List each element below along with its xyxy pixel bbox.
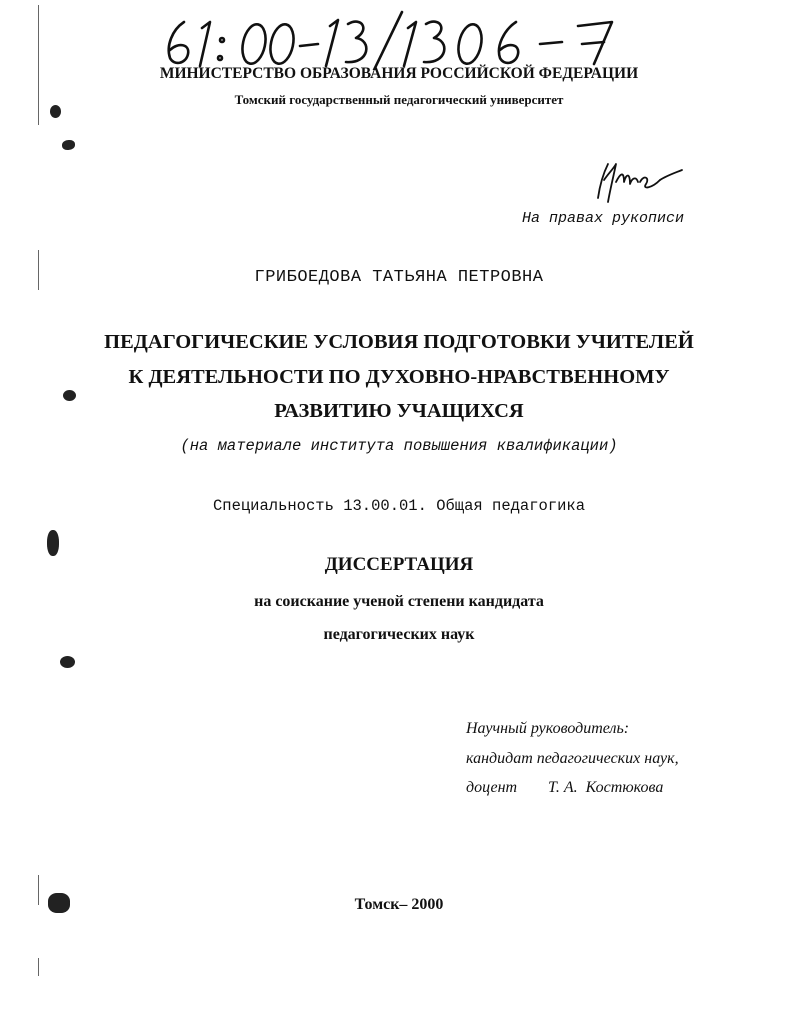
advisor-label: Научный руководитель: [466, 720, 630, 737]
advisor-position: доцент [466, 779, 518, 796]
degree-line-1: на соискание ученой степени кандидата [254, 593, 544, 610]
dissertation-title-line-1: ПЕДАГОГИЧЕСКИЕ УСЛОВИЯ ПОДГОТОВКИ УЧИТЕЛЕЙ [104, 331, 694, 353]
advisor-rank: кандидат педагогических наук, [466, 750, 679, 767]
advisor-name-line [466, 779, 663, 797]
dissertation-title-line-2: К ДЕЯТЕЛЬНОСТИ ПО ДУХОВНО-НРАВСТВЕННОМУ [128, 366, 670, 388]
rights-note: На правах рукописи [522, 210, 685, 227]
author-name: ГРИБОЕДОВА ТАТЬЯНА ПЕТРОВНА [254, 268, 544, 287]
scan-edge-line [38, 958, 39, 976]
advisor-name: Т. А. Костюкова [548, 779, 664, 796]
handwritten-signature [590, 160, 685, 208]
punch-hole-mark [60, 656, 75, 668]
punch-hole-mark [47, 530, 59, 556]
specialty-line: Специальность 13.00.01. Общая педагогика [212, 497, 586, 515]
archive-number-handwritten [150, 8, 650, 70]
university-name: Томский государственный педагогический университет [234, 92, 564, 107]
punch-hole-mark [62, 140, 75, 150]
degree-line-2: педагогических наук [323, 626, 475, 643]
city-year: Томск– 2000 [354, 896, 444, 913]
dissertation-title-line-3: РАЗВИТИЮ УЧАЩИХСЯ [274, 400, 524, 422]
document-type: ДИССЕРТАЦИЯ [324, 554, 474, 575]
dissertation-subtitle: (на материале института повышения квалификации) [180, 437, 618, 455]
ministry-heading: МИНИСТЕРСТВО ОБРАЗОВАНИЯ РОССИЙСКОЙ ФЕДЕРАЦИИ [159, 65, 639, 82]
